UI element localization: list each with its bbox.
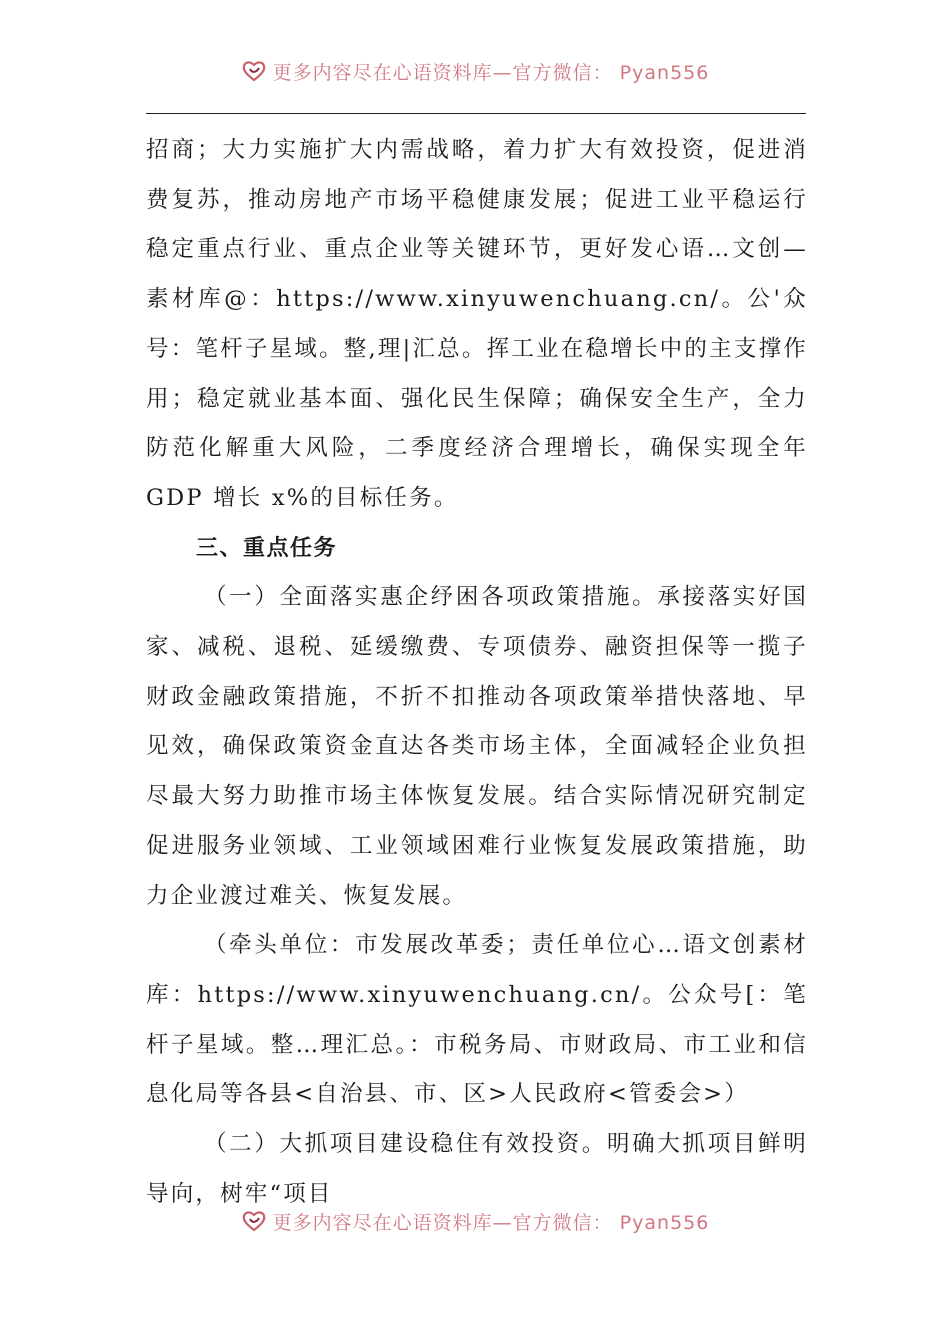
- paragraph-responsible-units: （牵头单位：市发展改革委；责任单位心…语文创素材库：https://www.xinyuwenchuang.cn/。公众号[：笔杆子星域。整…理汇总。：市税务局、市财政局、市工业和信息化局等各县<自治县、市、区>人民政府<管委会>）: [146, 932, 808, 1108]
- footer-watermark-banner: [0, 1206, 950, 1236]
- section-heading: 三、重点任务: [196, 535, 338, 561]
- document-body: [146, 126, 808, 1219]
- header-divider: [146, 113, 806, 114]
- banner-content: [241, 1208, 710, 1235]
- heart-logo-icon: [241, 59, 267, 83]
- paragraph-intro-continued: 招商；大力实施扩大内需战略，着力扩大有效投资，促进消费复苏，推动房地产市场平稳健康发展；促进工业平稳运行稳定重点行业、重点企业等关键环节，更好发心语…文创—素材库@：https://www.xinyuwenchuang.cn/。公'众号：笔杆子星域。整,理|汇总。挥工业在稳增长中的主支撑作用；稳定就业基本面、强化民生保障；确保安全生产，全力防范化解重大风险，二季度经济合理增长，确保实现全年 GDP 增长 x%的目标任务。: [146, 137, 808, 511]
- paragraph-task-1: （一）全面落实惠企纾困各项政策措施。承接落实好国家、减税、退税、延缓缴费、专项债券、融资担保等一揽子财政金融政策措施，不折不扣推动各项政策举措快落地、早见效，确保政策资金直达各类市场主体，全面减轻企业负担尽最大努力助推市场主体恢复发展。结合实际情况研究制定促进服务业领域、工业领域困难行业恢复发展政策措施，助力企业渡过难关、恢复发展。: [146, 584, 808, 909]
- banner-text: 更多内容尽在心语资料库—官方微信： Pyan556: [272, 61, 710, 84]
- heart-logo-icon: [241, 1209, 267, 1233]
- paragraph-task-2: （二）大抓项目建设稳住有效投资。明确大抓项目鲜明导向，树牢“项目: [146, 1131, 808, 1207]
- banner-text: 更多内容尽在心语资料库—官方微信： Pyan556: [272, 1211, 710, 1234]
- banner-content: [241, 58, 710, 85]
- header-watermark-banner: [0, 56, 950, 86]
